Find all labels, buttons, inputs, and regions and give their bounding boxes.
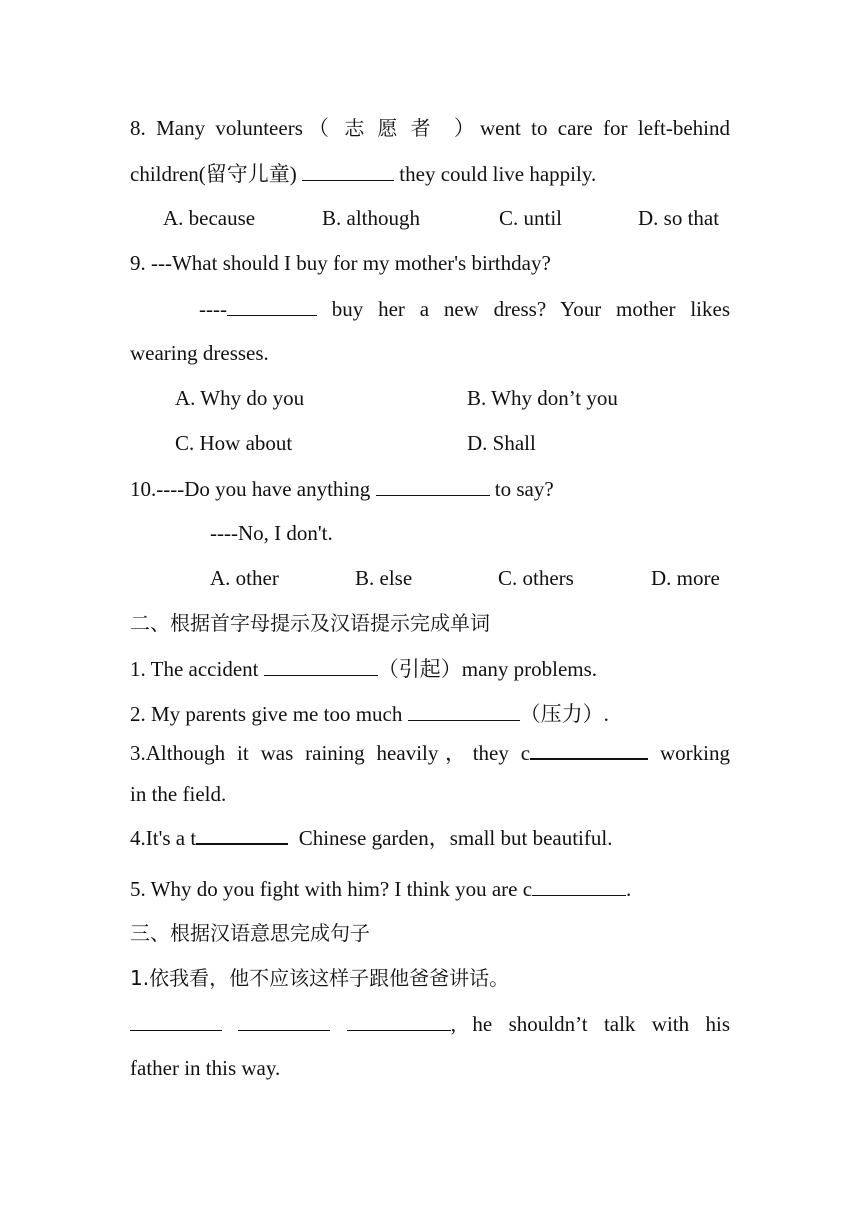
q8-option-c: C. until <box>499 206 563 230</box>
q8-option-b: B. although <box>322 206 420 230</box>
section-3-title: 三、根据汉语意思完成句子 <box>130 921 370 945</box>
q10-line-1: 10.----Do you have anything to say? <box>130 477 554 501</box>
q9-option-c: C. How about <box>175 431 293 455</box>
q9-option-b: B. Why don’t you <box>467 386 618 410</box>
q8-option-a: A. because <box>163 206 256 230</box>
s2-item-3-line-1: 3.Although it was raining heavily，they c working <box>130 738 730 766</box>
q9-line-3: wearing dresses. <box>130 341 269 365</box>
s2-item-5: 5. Why do you fight with him? I think you are c . <box>130 877 632 901</box>
s3-blank-1[interactable] <box>130 1010 222 1031</box>
s2-item-3-blank[interactable] <box>530 738 648 760</box>
s3-item-1-english-line-2: father in this way. <box>130 1056 281 1080</box>
s3-blank-3[interactable] <box>347 1010 451 1031</box>
q9-line-1: 9. ---What should I buy for my mother's birthday? <box>130 251 551 275</box>
q8-option-d: D. so that <box>638 206 720 230</box>
s2-item-2: 2. My parents give me too much （压力）. <box>130 702 609 726</box>
q9-option-d: D. Shall <box>467 431 536 455</box>
q9-line-2: ---- buy her a new dress? Your mother likes <box>199 297 730 321</box>
q10-option-b: B. else <box>355 566 413 590</box>
s2-item-5-blank[interactable] <box>532 875 626 896</box>
q10-answer-blank[interactable] <box>376 475 490 496</box>
q9-answer-blank[interactable] <box>227 295 317 316</box>
q10-line-2: ----No, I don't. <box>210 521 333 545</box>
s2-item-1: 1. The accident （引起）many problems. <box>130 657 598 681</box>
q10-option-d: D. more <box>651 566 720 590</box>
s2-item-3-line-2: in the field. <box>130 782 227 806</box>
s2-item-2-blank[interactable] <box>408 700 520 721</box>
q8-line-1: 8. Many volunteers（ 志愿者 ）went to care for left-behind <box>130 116 731 140</box>
s3-blank-2[interactable] <box>238 1010 330 1031</box>
q10-option-c: C. others <box>498 566 574 590</box>
s2-item-4-blank[interactable] <box>196 823 288 845</box>
q10-option-a: A. other <box>210 566 279 590</box>
q9-option-a: A. Why do you <box>175 386 305 410</box>
q8-answer-blank[interactable] <box>302 160 394 181</box>
s2-item-4: 4.It's a t Chinese garden，small but beautiful. <box>130 823 730 851</box>
q8-line-2: children(留守儿童) they could live happily. <box>130 162 597 186</box>
s3-item-1-english-line-1: , he shouldn’t talk with his <box>130 1010 730 1037</box>
s3-item-1-chinese: 1.依我看，他不应该这样子跟他爸爸讲话。 <box>130 966 510 990</box>
section-2-title: 二、根据首字母提示及汉语提示完成单词 <box>130 611 490 635</box>
s2-item-1-blank[interactable] <box>264 655 378 676</box>
